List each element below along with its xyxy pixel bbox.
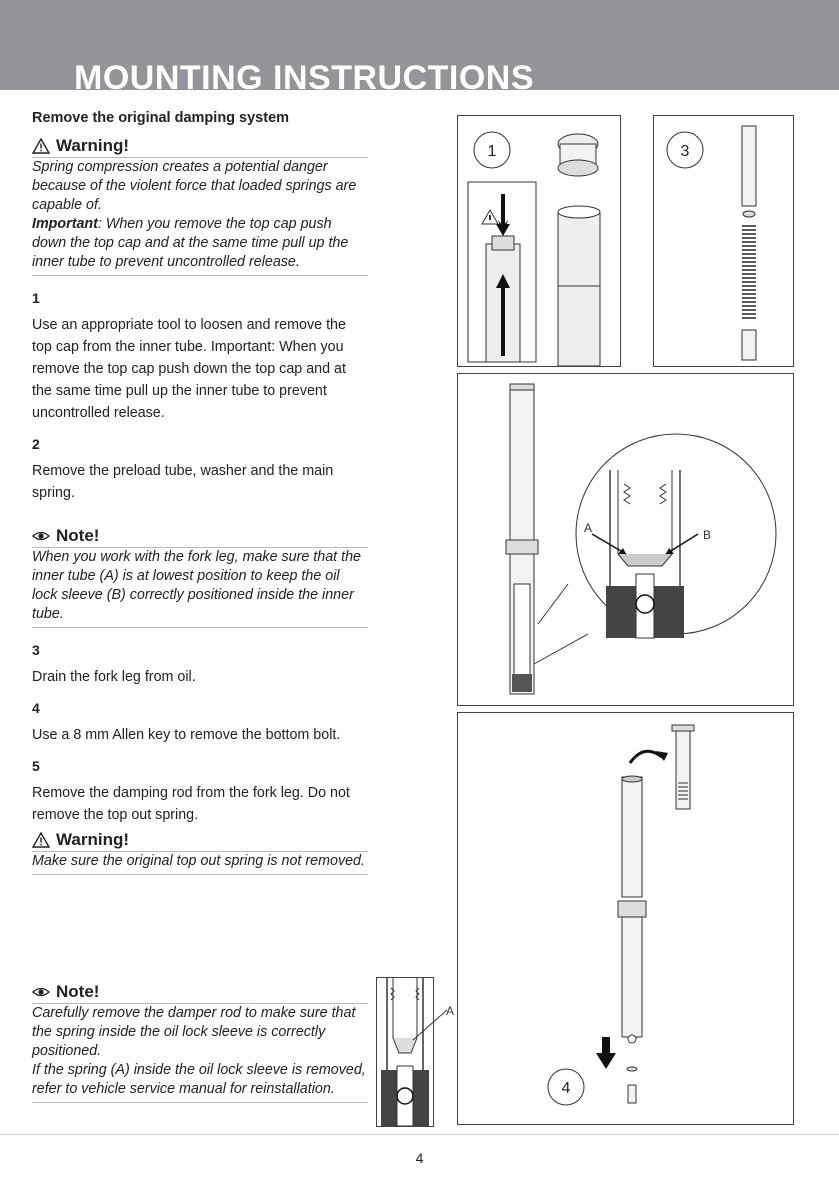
note-text: Carefully remove the damper rod to make sure that the spring inside the oil lock sleeve is correctly positioned. If the spring (A) inside the oil lock sleeve is removed, refer to vehicle service manual for reinstallation. [32,1004,368,1103]
important-label: Important [32,216,98,232]
step-number: 5 [32,758,40,774]
label-b: B [703,528,712,542]
label-a: A [446,1004,455,1018]
step-number: 2 [32,436,40,452]
page-number: 4 [415,1150,424,1166]
page-header [0,0,839,90]
warning-title: Warning! [56,136,130,155]
step-number: 1 [32,290,40,306]
figure-number: 1 [487,143,497,160]
step-number: 4 [32,700,40,716]
eye-icon [32,984,50,1000]
figure-number: 4 [561,1080,571,1097]
figure-4-damping-rod [457,712,794,1125]
warning-callout-1 [32,136,368,276]
figure-fork-leg-detail [457,373,794,706]
main-text-column [32,110,368,889]
step-text: Use an appropriate tool to loosen and remove the top cap from the inner tube. Important: When you remove the top cap push down the top cap and at the same time pull up the inner tube to prevent uncontrolled release. [32,317,346,421]
step-text: Remove the preload tube, washer and the main spring. [32,463,334,501]
figure-3-spring-parts [653,115,794,367]
footer-divider [0,1134,839,1135]
warning-text: Spring compression creates a potential danger because of the violent force that loaded springs are capable of. Important: When you remove the top cap push down the top cap and at the same time pull up the inner tube to prevent uncontrolled release. [32,158,368,276]
step-text: Use a 8 mm Allen key to remove the bottom bolt. [32,727,341,743]
step-text: Remove the damping rod from the fork leg. Do not remove the top out spring. [32,785,350,823]
note-text: When you work with the fork leg, make sure that the inner tube (A) is at lowest position to keep the oil lock sleeve (B) correctly positioned inside the inner tube. [32,548,368,628]
spring-detail-figure [376,977,455,1127]
eye-icon [32,528,50,544]
warning-text: Make sure the original top out spring is not removed. [32,852,368,875]
warning-triangle-icon [32,138,50,154]
figure-1-top-cap [457,115,621,367]
note-title: Note! [56,982,100,1001]
warning-callout-2 [32,830,368,875]
label-a: A [584,521,593,535]
note-title: Note! [56,526,100,545]
step-text: Drain the fork leg from oil. [32,669,196,685]
warning-triangle-icon [32,832,50,848]
warning-title: Warning! [56,830,130,849]
figure-number: 3 [680,143,690,160]
step-number: 3 [32,642,40,658]
section-subtitle: Remove the original damping system [32,110,290,126]
page-title: MOUNTING INSTRUCTIONS [74,59,535,90]
note-callout-1 [32,526,368,628]
note-callout-2 [32,982,368,1103]
